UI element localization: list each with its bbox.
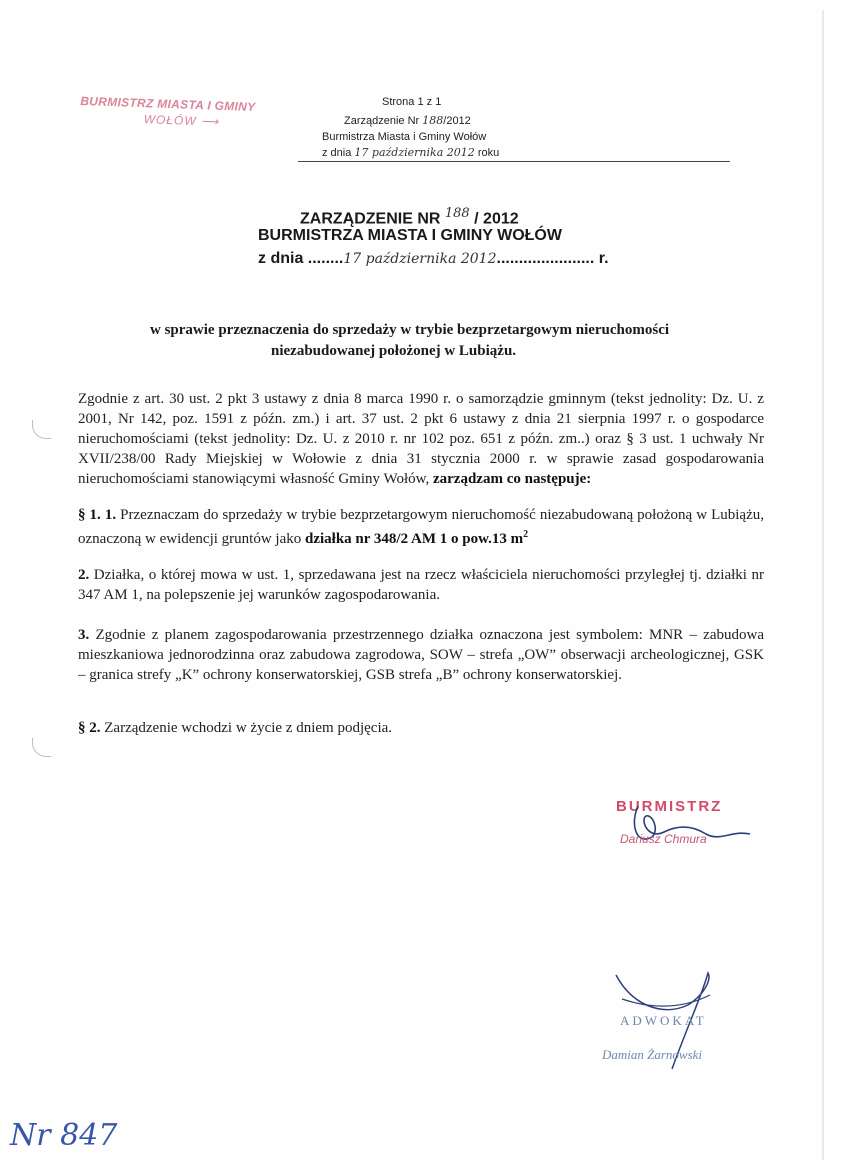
- header-ref-number: 188: [422, 114, 444, 127]
- title-line3: z dnia ........17 października 2012...................... r.: [258, 250, 609, 267]
- title-date-handwritten: 17 października 2012: [343, 251, 497, 267]
- paragraph-section-1-1: § 1. 1. Przeznaczam do sprzedaży w trybie bezprzetargowym nieruchomość niezabudowaną położoną w Lubiążu, oznaczoną w ewidencji gruntów jako działka nr 348/2 AM 1 o pow.13 $m^2$: [78, 507, 764, 547]
- page-edge-shadow: [822, 10, 824, 1160]
- lawyer-signature-stamp: [592, 965, 772, 1075]
- office-stamp-line1: BURMISTRZ MIASTA I GMINY: [80, 93, 256, 115]
- header-date-handwritten: 17 października 2012: [354, 146, 475, 159]
- header-date: z dnia 17 października 2012 roku: [322, 146, 500, 159]
- margin-handwritten-note: Nr 847: [10, 1118, 118, 1153]
- paragraph-legal-basis-bold: zarządzam co następuje:: [432, 471, 592, 487]
- mayor-signature-stamp: [610, 794, 770, 854]
- header-rule: [298, 161, 730, 162]
- punch-hole-mark-lower: [32, 738, 51, 757]
- mayor-role: BURMISTRZ: [616, 798, 723, 815]
- subject-line1: w sprawie przeznaczenia do sprzedaży w trybie bezprzetargowym nieruchomości: [150, 322, 670, 338]
- page-indicator: Strona 1 z 1: [382, 96, 442, 108]
- title-line2: BURMISTRZA MIASTA I GMINY WOŁÓW: [258, 227, 562, 244]
- punch-hole-mark-upper: [32, 420, 51, 439]
- lawyer-role: ADWOKAT: [620, 1013, 707, 1028]
- header-issuer: Burmistrza Miasta i Gminy Wołów: [322, 131, 487, 143]
- paragraph-section-2: § 2. Zarządzenie wchodzi w życie z dniem podjęcia.: [78, 720, 393, 736]
- paragraph-legal-basis: Zgodnie z art. 30 ust. 2 pkt 3 ustawy z dnia 8 marca 1990 r. o samorządzie gminnym (tekst jednolity: Dz. U. z 2001, Nr 142, poz. 1591 z późn. zm.) i art. 37 ust. 2 pkt 6 ustawy z dnia 21 sierpnia 1997 r. o gospodarce nieruchomościami (tekst jednolity: Dz. U. z 2010 r. nr 102 poz. 651 z późn. zm..) oraz § 3 ust. 1 uchwały Nr XVII/238/00 Rady Miejskiej w Wołowie z dnia 31 stycznia 2000 r. w sprawie zasad gospodarowania nieruchomościami stanowiącymi własność Gminy Wołów, zarządzam co następuje:: [78, 391, 764, 487]
- plot-description: działka nr 348/2 AM 1 o pow.13 m: [305, 531, 524, 547]
- paragraph-section-1-3: 3. Zgodnie z planem zagospodarowania przestrzennego działka oznaczona jest symbolem: MNR – zabudowa mieszkaniowa jednorodzinna oraz zabudowa zagrodowa, SOW – strefa „OW” obserwacji archeologicznej, GSK – granica strefy „K” ochrony konserwatorskiej, GSB strefa „B” ochrony konserwatorskiej.: [78, 627, 764, 683]
- lawyer-name: Damian Żarnowski: [602, 1047, 703, 1062]
- office-stamp-line2: WOŁÓW ⟶: [143, 112, 220, 129]
- title-line1: ZARZĄDZENIE NR $^{188}$ / 2012: [300, 206, 519, 228]
- document-subject: [150, 320, 760, 362]
- mayor-name: Dariusz Chmura: [620, 832, 707, 846]
- header-ref: Zarządzenie Nr 188/2012: [344, 114, 471, 127]
- paragraph-section-1-2: 2. Działka, o której mowa w ust. 1, sprzedawana jest na rzecz właściciela nieruchomości przyległej tj. działki nr 347 AM 1, na polepszenie jej warunków zagospodarowania.: [78, 567, 764, 603]
- subject-line2: niezabudowanej położonej w Lubiążu.: [271, 343, 517, 359]
- title-number-handwritten: 188: [444, 206, 470, 221]
- office-stamp: [79, 93, 255, 131]
